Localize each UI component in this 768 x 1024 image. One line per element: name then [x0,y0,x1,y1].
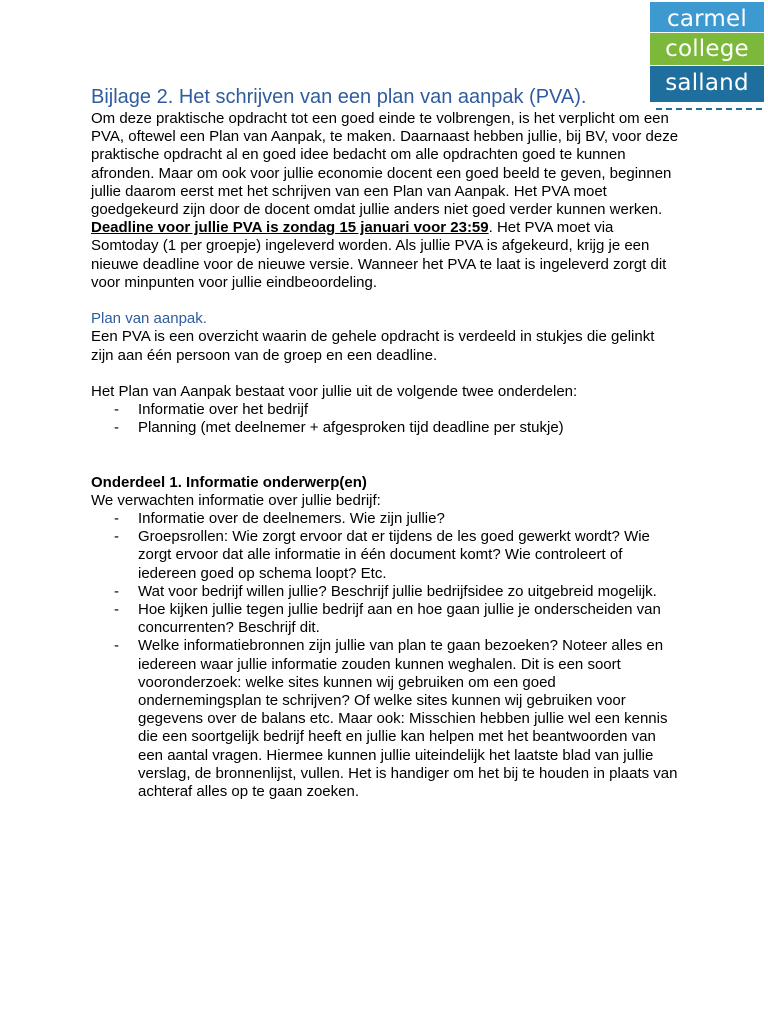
plan-parts-intro: Het Plan van Aanpak bestaat voor jullie uit de volgende twee onderdelen: [91,383,578,401]
deadline-text: Deadline voor jullie PVA is zondag 15 januari voor 23:59 [91,219,489,237]
section1-list [91,510,681,801]
logo-line-college: college [650,33,764,65]
section1-intro: We verwachten informatie over jullie bedrijf: [91,491,381,509]
page-title: Bijlage 2. Het schrijven van een plan van aanpak (PVA). [91,86,587,108]
section1-heading: Onderdeel 1. Informatie onderwerp(en) [91,473,367,491]
plan-heading: Plan van aanpak. [91,310,207,328]
logo-line-carmel: carmel [650,2,764,32]
list-item: - Wat voor bedrijf willen jullie? Beschrijf jullie bedrijfsidee zo uitgebreid mogelijk. [114,582,657,600]
document-body [91,84,681,801]
logo-line-salland: salland [650,66,764,102]
list-item: - Groepsrollen: Wie zorgt ervoor dat er tijdens de les goed gewerkt wordt? Wie zorgt ervoor dat alle informatie in één document komt? Wie controleert of iedereen goed op schema loopt? Etc. [114,528,650,582]
list-item: - Informatie over het bedrijf [114,401,309,419]
list-item: - Welke informatiebronnen zijn jullie van plan te gaan bezoeken? Noteer alles en iedereen waar jullie informatie zouden kunnen weghalen. Dit is een soort vooronderzoek: welke sites kunnen wij gebruiken om een goed ondernemingsplan te schrijven? Of welke sites kunnen wij gebruiken voor gegevens over de balans etc. Maar ook: Misschien hebben jullie wel een kennis die een soortgelijk bedrijf heeft en jullie kan helpen met het beantwoorden van een aantal vragen. Hiermee kunnen jullie uiteindelijk het laatste blad van jullie verslag, de bronnenlijst, vullen. Het is handiger om het bij te houden in plaats van achteraf alles op te gaan zoeken. [114,637,678,801]
intro-paragraph [91,110,681,292]
plan-definition: Een PVA is een overzicht waarin de gehele opdracht is verdeeld in stukjes die gelinkt zijn aan één persoon van de groep en een deadline. [91,328,655,364]
plan-parts-list [91,401,681,437]
intro-text: Om deze praktische opdracht tot een goed einde te volbrengen, is het verplicht om een PVA, oftewel een Plan van Aanpak, te maken. Daarnaast hebben jullie, bij BV, voor deze praktische opdracht al en goed idee bedacht om alle opdrachten goed te kunnen afronden. Maar om ook voor jullie economie docent een goed beeld te geven, beginnen jullie daarom eerst met het schrijven van een Plan van Aanpak. Het PVA moet goedgekeurd zijn door de docent omdat jullie anders niet goed verder kunnen werken. [91,110,679,219]
list-item: - Informatie over de deelnemers. Wie zijn jullie? [114,510,445,528]
intro-text-after: . Het PVA moet via Somtoday (1 per groepje) ingeleverd worden. Als jullie PVA is afgekeurd, krijg je een nieuwe deadline voor de nieuwe versie. Wanneer het PVA te laat is ingeleverd zorgt dit voor minpunten voor jullie eindbeoordeling. [91,219,667,291]
list-item: - Planning (met deelnemer + afgesproken tijd deadline per stukje) [114,419,564,437]
list-item: - Hoe kijken jullie tegen jullie bedrijf aan en hoe gaan jullie je onderscheiden van concurrenten? Beschrijf dit. [114,601,661,637]
